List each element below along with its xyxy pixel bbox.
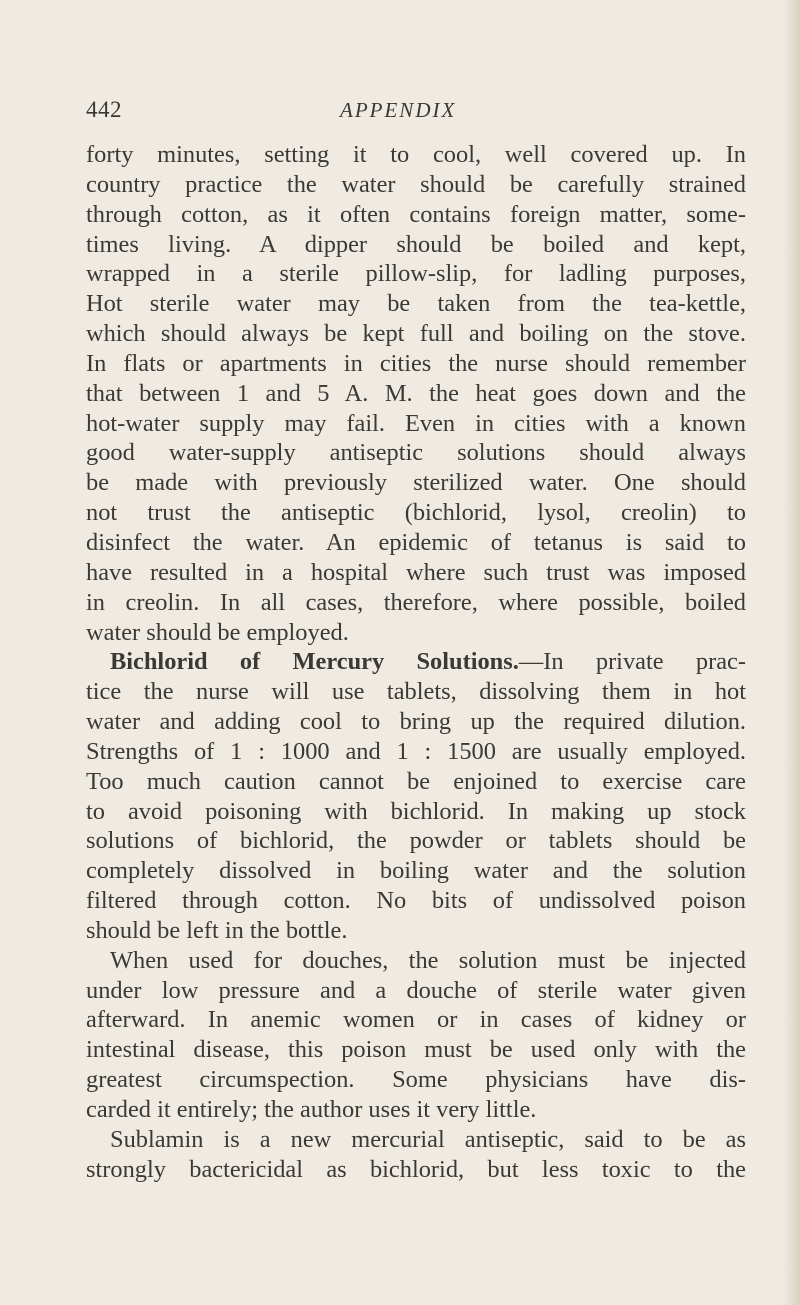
text-line: which should always be kept full and boiling on the stove.	[86, 320, 746, 348]
body-text	[86, 140, 746, 1185]
text-line: water should be employed.	[86, 618, 349, 646]
text-line: water and adding cool to bring up the required dilution.	[86, 708, 746, 736]
text-line: When used for douches, the solution must be injected	[110, 946, 746, 974]
text-line: In flats or apartments in cities the nurse should remember	[86, 349, 746, 377]
text-line: through cotton, as it often contains foreign matter, some-	[86, 200, 746, 228]
text-line: times living. A dipper should be boiled and kept,	[86, 230, 746, 258]
text-line: Sublamin is a new mercurial antiseptic, said to be as	[110, 1125, 746, 1153]
page-edge-shadow	[782, 0, 800, 1305]
text-line: intestinal disease, this poison must be used only with the	[86, 1036, 746, 1064]
text-line: good water-supply antiseptic solutions should always	[86, 439, 746, 467]
text-line: tice the nurse will use tablets, dissolving them in hot	[86, 678, 746, 706]
section-heading: Bichlorid of Mercury Solutions.	[110, 648, 519, 676]
section-first-line-rest: —In private prac-	[518, 648, 746, 676]
text-line: to avoid poisoning with bichlorid. In making up stock	[86, 797, 746, 825]
text-line: Hot sterile water may be taken from the tea-kettle,	[86, 290, 746, 318]
text-line: greatest circumspection. Some physicians have dis-	[86, 1066, 746, 1094]
text-line: completely dissolved in boiling water and the solution	[86, 857, 746, 885]
running-head: APPENDIX	[340, 98, 457, 122]
text-line: solutions of bichlorid, the powder or tablets should be	[86, 827, 746, 855]
text-line: Strengths of 1 : 1000 and 1 : 1500 are usually employed.	[86, 737, 746, 765]
text-line: filtered through cotton. No bits of undissolved poison	[86, 887, 746, 915]
text-line: carded it entirely; the author uses it very little.	[86, 1096, 537, 1123]
text-line: hot-water supply may fail. Even in cities with a known	[86, 409, 746, 437]
text-line: be made with previously sterilized water. One should	[86, 469, 746, 497]
text-line: strongly bactericidal as bichlorid, but less toxic to the	[86, 1155, 746, 1183]
page-header	[0, 97, 800, 127]
text-line: have resulted in a hospital where such trust was imposed	[86, 558, 746, 586]
text-line: wrapped in a sterile pillow-slip, for ladling purposes,	[86, 260, 746, 288]
text-line: Too much caution cannot be enjoined to exercise care	[86, 767, 746, 795]
page-number: 442	[86, 97, 122, 122]
text-line: forty minutes, setting it to cool, well covered up. In	[86, 141, 746, 168]
text-line: under low pressure and a douche of sterile water given	[86, 976, 746, 1004]
text-line: afterward. In anemic women or in cases of kidney or	[86, 1006, 746, 1034]
text-line: that between 1 and 5 A. M. the heat goes down and the	[86, 379, 746, 407]
text-line: country practice the water should be carefully strained	[86, 170, 746, 198]
section-first-line	[86, 647, 746, 677]
text-line: in creolin. In all cases, therefore, where possible, boiled	[86, 588, 746, 616]
text-line: not trust the antiseptic (bichlorid, lysol, creolin) to	[86, 499, 746, 527]
text-line: disinfect the water. An epidemic of tetanus is said to	[86, 528, 746, 556]
text-line: should be left in the bottle.	[86, 916, 348, 944]
